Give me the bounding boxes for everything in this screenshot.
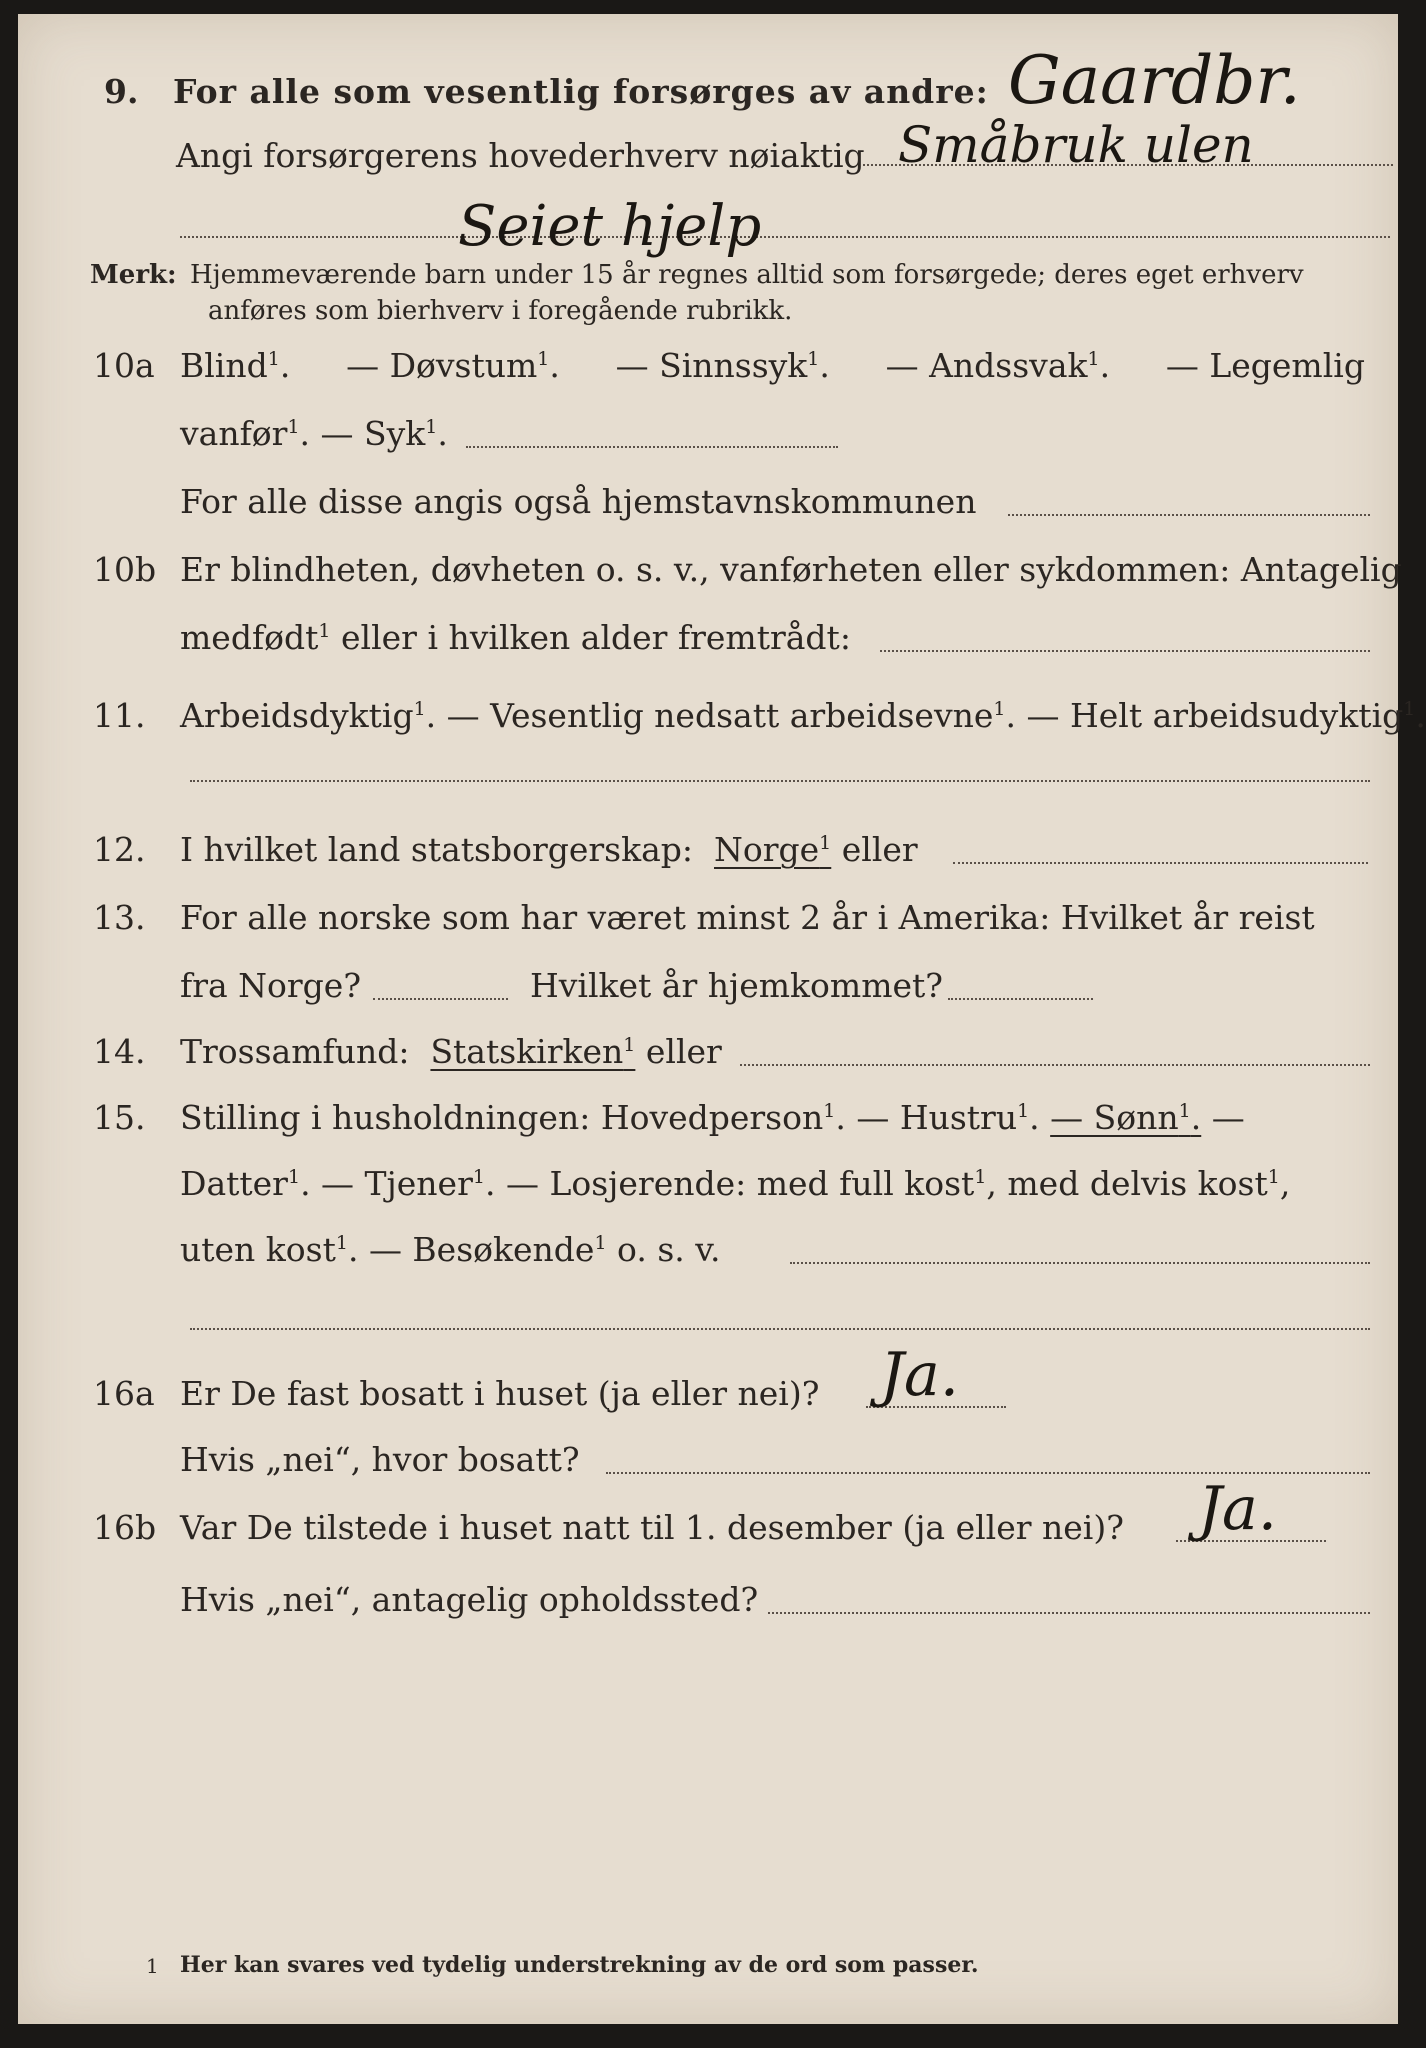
q11-number: 11. (93, 696, 146, 735)
q9-handwritten-help: Seiet hjelp (458, 194, 762, 259)
q9-answer-line-2 (180, 236, 1390, 238)
q16b-question: Var De tilstede i huset natt til 1. desember (ja eller nei)? (180, 1508, 1124, 1547)
q15-line-2: Datter$^1$. — Tjener$^1$. — Losjerende: med full kost$^1$, med delvis kost$^1$, (180, 1164, 1291, 1203)
q10a-line-3: For alle disse angis også hjemstavnskommunen (180, 482, 977, 521)
q9-handwritten-occupation: Gaardbr. (1008, 42, 1301, 119)
footnote-mark: 1 (146, 1954, 159, 1978)
q12-answer-line (953, 862, 1368, 864)
q13-left-year-line (373, 998, 508, 1000)
q14-line: Trossamfund: Statskirken$^1$ eller (180, 1032, 722, 1071)
q11-answer-line (190, 780, 1370, 782)
q12-norge-underlined: Norge$^1$ (714, 830, 832, 869)
census-form-page (18, 14, 1426, 2024)
q16a-handwritten-answer: Ja. (880, 1340, 959, 1410)
q10a-dovstum: — Døvstum$^1$. (346, 346, 560, 385)
q13-line-2b: Hvilket år hjemkommet? (530, 966, 943, 1005)
q9-prompt: Angi forsørgerens hovederhverv nøiaktig (176, 136, 865, 175)
q15-answer-line (790, 1262, 1370, 1264)
q11-line: Arbeidsdyktig$^1$. — Vesentlig nedsatt arbeidsevne$^1$. — Helt arbeidsudyktig$^1$. (180, 696, 1426, 735)
q16a-question: Er De fast bosatt i huset (ja eller nei)? (180, 1374, 820, 1413)
q16a-number: 16a (93, 1374, 155, 1413)
q10a-answer-line (466, 446, 838, 448)
q12-number: 12. (93, 830, 146, 869)
q14-number: 14. (93, 1032, 146, 1071)
q13-returned-year-line (948, 998, 1093, 1000)
q16b-number: 16b (93, 1508, 157, 1547)
q9-handwritten-smallholding: Småbruk ulen (898, 116, 1254, 174)
q13-line-1: For alle norske som har været minst 2 år i Amerika: Hvilket år reist (180, 898, 1315, 937)
q12-line: I hvilket land statsborgerskap: Norge$^1$ eller (180, 830, 918, 869)
q14-statskirken-underlined: Statskirken$^1$ (430, 1032, 636, 1071)
q15-answer-line-2 (190, 1328, 1370, 1330)
q16b-whereabouts-line (768, 1612, 1370, 1614)
q9-number: 9. (104, 72, 139, 111)
q16b-handwritten-answer: Ja. (1198, 1474, 1277, 1544)
q15-line-3: uten kost$^1$. — Besøkende$^1$ o. s. v. (180, 1230, 721, 1269)
q9-title: For alle som vesentlig forsørges av andre: (173, 72, 989, 111)
q16a-line-2: Hvis „nei“, hvor bosatt? (180, 1440, 580, 1479)
q15-sonn-underlined: — Sønn$^1$. (1050, 1098, 1202, 1137)
q10b-line-1: Er blindheten, døvheten o. s. v., vanførheten eller sykdommen: Antagelig (180, 550, 1402, 589)
q10b-line-2: medfødt$^1$ eller i hvilken alder fremtrådt: (180, 618, 851, 657)
q10b-answer-line (880, 650, 1370, 652)
merk-line-2: anføres som bierhverv i foregående rubrikk. (208, 296, 793, 326)
q15-number: 15. (93, 1098, 146, 1137)
q10a-number: 10a (93, 346, 155, 385)
q15-line-1: Stilling i husholdningen: Hovedperson$^1$. — Hustru$^1$. — Sønn$^1$. — (180, 1098, 1245, 1137)
q16b-line-2: Hvis „nei“, antagelig opholdssted? (180, 1580, 759, 1619)
q10a-line-2: vanfør$^1$. — Syk$^1$. (180, 414, 448, 453)
q14-answer-line (740, 1064, 1370, 1066)
q10a-hometown-line (1008, 514, 1370, 516)
q13-line-2a: fra Norge? (180, 966, 362, 1005)
q10a-andssvak: — Andssvak$^1$. (885, 346, 1111, 385)
q10a-blind: Blind$^1$. (180, 346, 291, 385)
q10a-sinnssyk: — Sinnssyk$^1$. (615, 346, 830, 385)
q10a-legemlig: — Legemlig (1165, 346, 1365, 385)
q10a-line-1 (180, 346, 1365, 385)
q10b-number: 10b (93, 550, 157, 589)
merk-label: Merk: (90, 260, 177, 290)
q13-number: 13. (93, 898, 146, 937)
merk-line-1: Hjemmeværende barn under 15 år regnes alltid som forsørgede; deres eget erhverv (190, 260, 1304, 290)
footnote-text: Her kan svares ved tydelig understrekning av de ord som passer. (180, 1952, 979, 1978)
